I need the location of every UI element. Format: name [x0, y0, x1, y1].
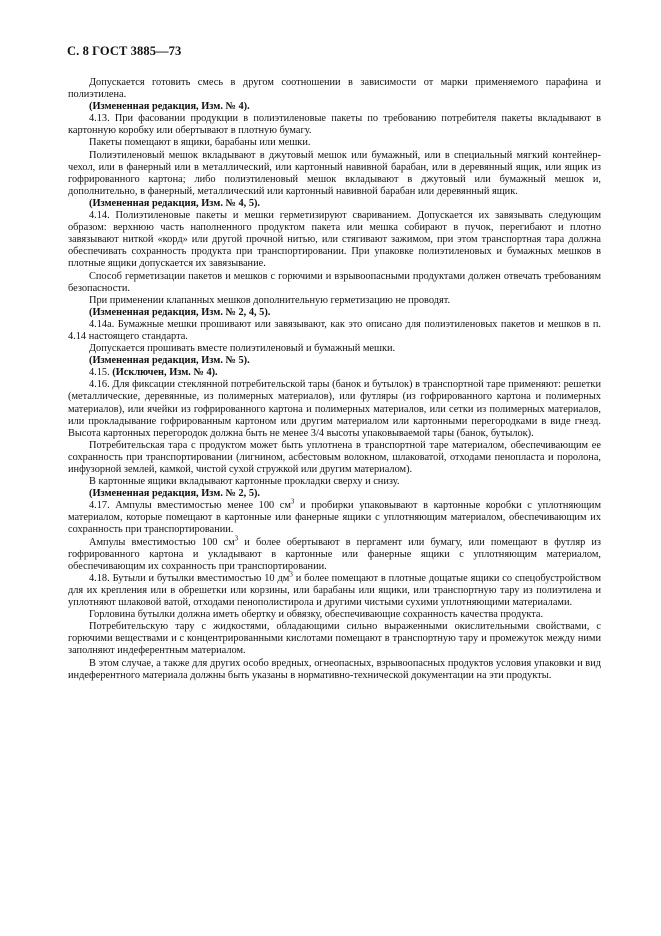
clause-number: 4.15. — [89, 367, 113, 379]
text-run: 4.18. Бутыли и бутылки вместимостью 10 дм — [89, 572, 290, 584]
paragraph: При применении клапанных мешков дополнительную герметизацию не проводят. — [89, 294, 451, 306]
text-run: и более помещают в плотные дощатые ящики со спецобустройством для их крепления или в обрешетки или корзины, или барабаны или ящики, или транспортную тару из полиэтилена и уплотняют шлаковой ватой, отходами пенополистирола и другими чистыми сухими уплотняющими материалами. — [68, 572, 601, 609]
page-header: С. 8 ГОСТ 3885—73 — [67, 44, 182, 58]
paragraph: Полиэтиленовый мешок вкладывают в джутовый мешок или бумажный, или в специальный мягкий контейнер-чехол, или в фанерный или в металлический, или картонный навивной барабан, или в деревянный ящик, или ящик из гофрированного картона; либо полиэтиленовый мешок вкладывают в джутовый или бумажный мешок и, дополнительно, в фанерный, металлический или картонный навивной барабан или деревянный ящик. — [68, 149, 601, 197]
paragraph: В этом случае, а также для других особо вредных, огнеопасных, взрывоопасных продуктов условия упаковки и вид индеферентного материала должны быть указаны в нормативно-технической документации на эти продукты. — [68, 657, 601, 681]
superscript: 3 — [289, 570, 293, 579]
paragraph — [68, 570, 601, 609]
text-run: и пробирки упаковывают в картонные коробки с уплотняющим материалом, которые помещают в картонные или фанерные ящики с уплотняющим материалом, обеспечивающим их сохранность при транспортировании. — [68, 500, 601, 536]
paragraph: Горловина бутылки должна иметь обертку и обвязку, обеспечивающие сохранность качества продукта. — [89, 609, 544, 621]
paragraph: 4.13. При фасовании продукции в полиэтиленовые пакеты по требованию потребителя пакеты вкладывают в картонную коробку или обертывают в плотную бумагу. — [68, 113, 601, 137]
superscript: 3 — [234, 534, 239, 543]
text-run: 4.17. Ампулы вместимостью менее 100 см — [89, 500, 291, 512]
text-run: и более обертывают в пергамент или бумагу, или помещают в футляр из гофрированного картона и укладывают в картонные или фанерные ящики с уплотняющим материалом, обеспечивающим их сохранность при транспортировании. — [68, 536, 601, 572]
paragraph: 4.14а. Бумажные мешки прошивают или завязывают, как это описано для полиэтиленовых пакетов и мешков в п. 4.14 настоящего стандарта. — [68, 318, 601, 342]
paragraph-excluded — [68, 367, 601, 379]
paragraph: Потребительскую тару с жидкостями, обладающими сильно выраженными окислительными свойствами, с горючими веществами и с концентрированными кислотами помещают в транспортную тару и промежуток между ними заполняют индеферентным материалом. — [68, 621, 601, 657]
revision-note: (Измененная редакция, Изм. № 2, 5). — [89, 488, 261, 500]
revision-note: (Измененная редакция, Изм. № 5). — [89, 355, 250, 367]
document-body — [68, 77, 601, 682]
paragraph: Допускается прошивать вместе полиэтиленовый и бумажный мешки. — [89, 343, 396, 355]
revision-note: (Измененная редакция, Изм. № 4, 5). — [89, 197, 261, 209]
paragraph: 4.14. Полиэтиленовые пакеты и мешки герметизируют свариванием. Допускается их завязывать следующим образом: верхнюю часть наполненного продуктом пакета или мешка собирают в пучок, перегибают и плотно завязывают ниткой «корд» или другой прочной нитью, или стягивают зажимом, при этом транспортная тара должна обеспечивать сохранность продукта при транспортировании. При упаковке полиэтиленовых и бумажных мешков в плотные ящики допускается их завязывание. — [68, 210, 601, 270]
paragraph: Потребительская тара с продуктом может быть уплотнена в транспортной таре материалом, обеспечивающим ее сохранность при транспортировании (лигнином, асбестовым волокном, шлаковатой, отходами пенопласта и поролона, инфузорной землей, камкой, чистой сухой стружкой или другим материалом). — [68, 439, 601, 475]
paragraph: В картонные ящики вкладывают картонные прокладки сверху и снизу. — [89, 476, 400, 488]
paragraph: Допускается готовить смесь в другом соотношении в зависимости от марки применяемого парафина и полиэтилена. — [68, 77, 601, 101]
revision-note: (Измененная редакция, Изм. № 2, 4, 5). — [89, 306, 271, 318]
revision-note: (Измененная редакция, Изм. № 4). — [89, 101, 250, 113]
text-run: Ампулы вместимостью 100 см — [89, 536, 235, 548]
paragraph: Способ герметизации пакетов и мешков с горючими и взрывоопасными продуктами должен отвечать требованиям безопасности. — [68, 270, 601, 294]
paragraph: Пакеты помещают в ящики, барабаны или мешки. — [89, 137, 311, 149]
superscript: 3 — [290, 497, 295, 506]
paragraph — [68, 534, 601, 573]
paragraph — [68, 497, 601, 536]
paragraph: 4.16. Для фиксации стеклянной потребительской тары (банок и бутылок) в транспортной таре применяют: решетки (металлические, деревянные, из полимерных материалов), или футляры (из гофрированного картона и полимерных материалов), или ячейки из гофрированного картона и полимерных материалов, или сетки из полимерных материалов, или прокладывание гофрированным картоном или другим материалом или картонными перегородками в виде гнезд. Высота картонных перегородок должна быть не менее 3/4 высоты упаковываемой тары (банок, бутылок). — [68, 379, 601, 439]
exclusion-note: (Исключен, Изм. № 4). — [112, 367, 218, 379]
